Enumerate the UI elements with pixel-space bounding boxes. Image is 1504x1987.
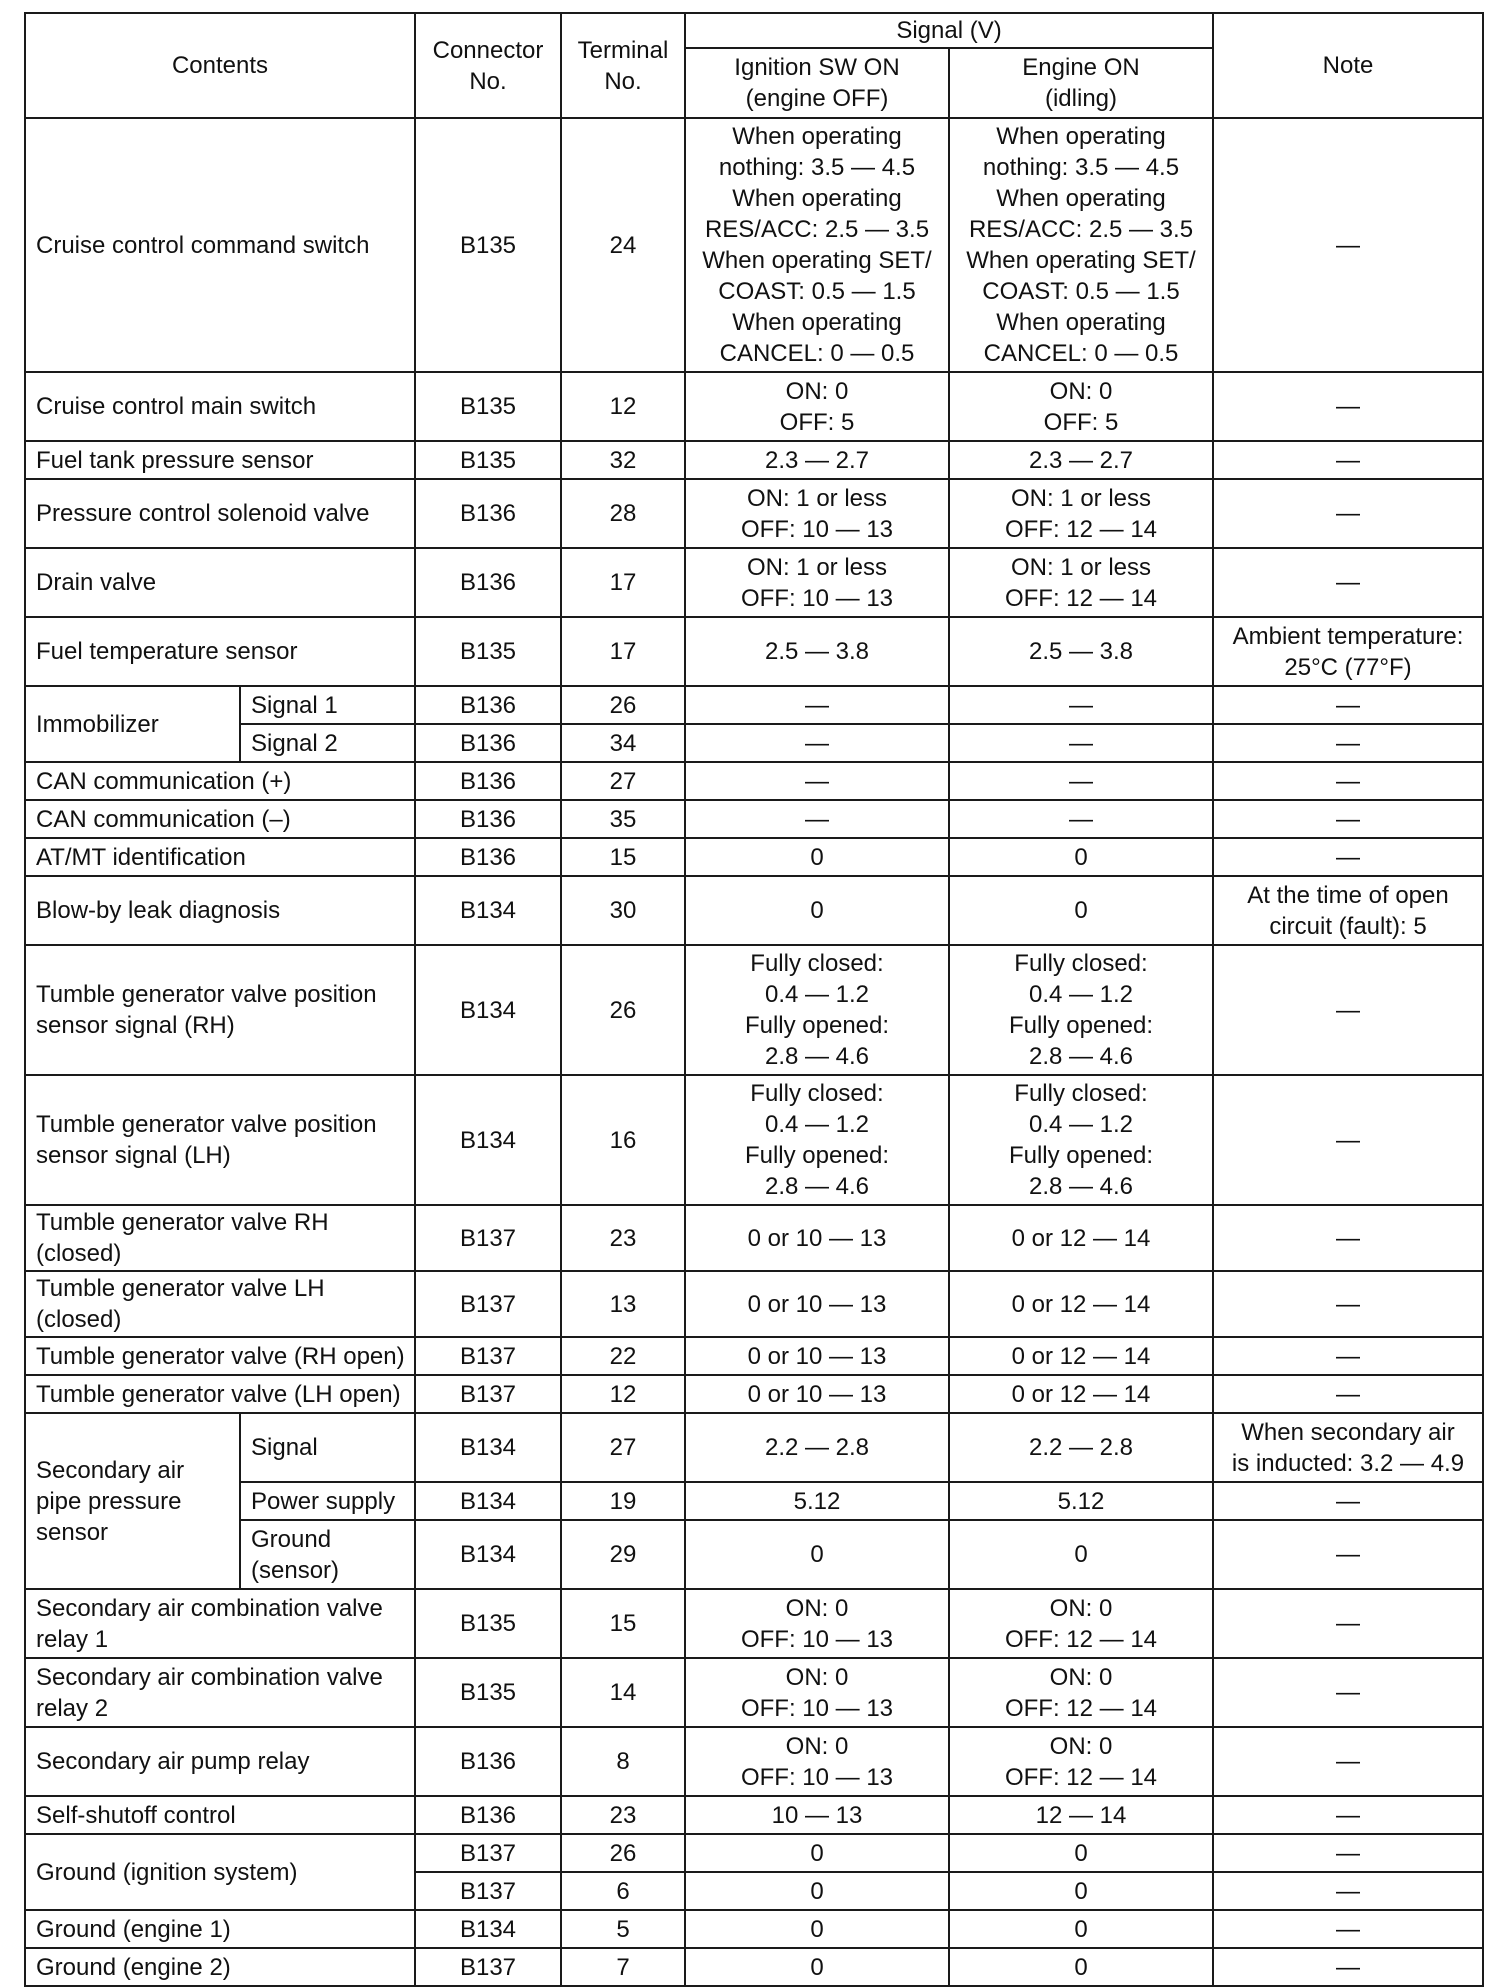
- cell-engine: 0: [949, 838, 1213, 876]
- cell-ignition: ON: 0 OFF: 5: [685, 372, 949, 441]
- table-row: [25, 800, 1483, 838]
- cell-note: —: [1213, 1271, 1483, 1337]
- cell-ignition: 0: [685, 1948, 949, 1986]
- cell-sub-contents: Power supply: [240, 1482, 415, 1520]
- cell-ignition: Fully closed: 0.4 — 1.2 Fully opened: 2.8 — 4.6: [685, 945, 949, 1075]
- table-row: [25, 479, 1483, 548]
- cell-ignition: 0: [685, 1872, 949, 1910]
- cell-terminal: 14: [561, 1658, 685, 1727]
- cell-note: —: [1213, 1075, 1483, 1205]
- cell-contents: Cruise control command switch: [25, 118, 415, 372]
- ecm-signal-table: [24, 12, 1484, 1987]
- cell-note: —: [1213, 838, 1483, 876]
- cell-engine: 12 — 14: [949, 1796, 1213, 1834]
- cell-ignition: —: [685, 762, 949, 800]
- cell-contents: Tumble generator valve position sensor signal (RH): [25, 945, 415, 1075]
- cell-ignition: ON: 1 or less OFF: 10 — 13: [685, 479, 949, 548]
- table-row: [25, 617, 1483, 686]
- cell-contents: Tumble generator valve position sensor signal (LH): [25, 1075, 415, 1205]
- cell-terminal: 28: [561, 479, 685, 548]
- cell-terminal: 30: [561, 876, 685, 945]
- cell-connector: B136: [415, 838, 561, 876]
- cell-engine: 0: [949, 1520, 1213, 1589]
- cell-terminal: 27: [561, 1413, 685, 1482]
- cell-connector: B136: [415, 762, 561, 800]
- cell-terminal: 32: [561, 441, 685, 479]
- cell-connector: B134: [415, 1075, 561, 1205]
- table-row: [25, 838, 1483, 876]
- cell-contents: Fuel temperature sensor: [25, 617, 415, 686]
- cell-ignition: 2.3 — 2.7: [685, 441, 949, 479]
- cell-connector: B134: [415, 1413, 561, 1482]
- cell-contents: Secondary air combination valve relay 1: [25, 1589, 415, 1658]
- cell-note: —: [1213, 1658, 1483, 1727]
- cell-engine: 0: [949, 1948, 1213, 1986]
- cell-terminal: 34: [561, 724, 685, 762]
- cell-terminal: 7: [561, 1948, 685, 1986]
- table-row: [25, 1375, 1483, 1413]
- cell-sub-contents: Signal: [240, 1413, 415, 1482]
- header-note: Note: [1213, 13, 1483, 118]
- cell-connector: B136: [415, 800, 561, 838]
- table-row: [25, 724, 1483, 762]
- cell-note: —: [1213, 1727, 1483, 1796]
- cell-terminal: 6: [561, 1872, 685, 1910]
- header-contents: Contents: [25, 13, 415, 118]
- cell-connector: B137: [415, 1271, 561, 1337]
- cell-note: —: [1213, 1834, 1483, 1872]
- table-row: [25, 1520, 1483, 1589]
- table-row: [25, 945, 1483, 1075]
- cell-connector: B134: [415, 945, 561, 1075]
- cell-note: Ambient temperature: 25°C (77°F): [1213, 617, 1483, 686]
- cell-ignition: 2.2 — 2.8: [685, 1413, 949, 1482]
- cell-note: —: [1213, 686, 1483, 724]
- cell-connector: B136: [415, 724, 561, 762]
- cell-connector: B135: [415, 1658, 561, 1727]
- cell-connector: B136: [415, 548, 561, 617]
- cell-engine: 0: [949, 1834, 1213, 1872]
- table-row: [25, 1910, 1483, 1948]
- cell-engine: Fully closed: 0.4 — 1.2 Fully opened: 2.8 — 4.6: [949, 1075, 1213, 1205]
- cell-note: At the time of open circuit (fault): 5: [1213, 876, 1483, 945]
- cell-engine: —: [949, 686, 1213, 724]
- cell-engine: 0: [949, 1872, 1213, 1910]
- header-signal: Signal (V): [685, 13, 1213, 48]
- cell-ignition: ON: 0 OFF: 10 — 13: [685, 1727, 949, 1796]
- cell-contents: Immobilizer: [25, 686, 240, 762]
- cell-terminal: 35: [561, 800, 685, 838]
- cell-engine: —: [949, 800, 1213, 838]
- cell-engine: ON: 0 OFF: 12 — 14: [949, 1727, 1213, 1796]
- cell-connector: B137: [415, 1375, 561, 1413]
- cell-terminal: 23: [561, 1205, 685, 1271]
- cell-terminal: 17: [561, 548, 685, 617]
- cell-ignition: 0: [685, 1834, 949, 1872]
- cell-terminal: 26: [561, 686, 685, 724]
- cell-connector: B136: [415, 1727, 561, 1796]
- cell-terminal: 5: [561, 1910, 685, 1948]
- cell-connector: B136: [415, 686, 561, 724]
- table-row: [25, 548, 1483, 617]
- cell-ignition: —: [685, 686, 949, 724]
- cell-ignition: 5.12: [685, 1482, 949, 1520]
- cell-engine: ON: 0 OFF: 12 — 14: [949, 1658, 1213, 1727]
- cell-terminal: 27: [561, 762, 685, 800]
- cell-sub-contents: Signal 1: [240, 686, 415, 724]
- cell-note: —: [1213, 762, 1483, 800]
- table-row: [25, 1658, 1483, 1727]
- cell-connector: B136: [415, 1796, 561, 1834]
- cell-note: —: [1213, 1910, 1483, 1948]
- cell-terminal: 12: [561, 372, 685, 441]
- cell-engine: ON: 1 or less OFF: 12 — 14: [949, 548, 1213, 617]
- table-row: [25, 1075, 1483, 1205]
- cell-contents: Secondary air combination valve relay 2: [25, 1658, 415, 1727]
- cell-engine: ON: 0 OFF: 12 — 14: [949, 1589, 1213, 1658]
- table-row: [25, 1271, 1483, 1337]
- cell-connector: B134: [415, 876, 561, 945]
- cell-note: —: [1213, 1375, 1483, 1413]
- cell-note: —: [1213, 118, 1483, 372]
- cell-contents: Secondary air pump relay: [25, 1727, 415, 1796]
- cell-contents: Blow-by leak diagnosis: [25, 876, 415, 945]
- cell-note: —: [1213, 1872, 1483, 1910]
- table-row: [25, 118, 1483, 372]
- table-row: [25, 1948, 1483, 1986]
- cell-ignition: Fully closed: 0.4 — 1.2 Fully opened: 2.8 — 4.6: [685, 1075, 949, 1205]
- cell-connector: B134: [415, 1910, 561, 1948]
- cell-note: When secondary air is inducted: 3.2 — 4.9: [1213, 1413, 1483, 1482]
- cell-contents: Ground (engine 1): [25, 1910, 415, 1948]
- cell-engine: 5.12: [949, 1482, 1213, 1520]
- cell-terminal: 26: [561, 945, 685, 1075]
- cell-contents: CAN communication (+): [25, 762, 415, 800]
- cell-terminal: 8: [561, 1727, 685, 1796]
- cell-ignition: —: [685, 724, 949, 762]
- cell-connector: B137: [415, 1205, 561, 1271]
- cell-connector: B135: [415, 1589, 561, 1658]
- cell-terminal: 29: [561, 1520, 685, 1589]
- table-row: [25, 876, 1483, 945]
- cell-engine: ON: 0 OFF: 5: [949, 372, 1213, 441]
- cell-terminal: 15: [561, 1589, 685, 1658]
- cell-note: —: [1213, 1337, 1483, 1375]
- table-row: [25, 762, 1483, 800]
- cell-engine: 2.3 — 2.7: [949, 441, 1213, 479]
- cell-engine: 0 or 12 — 14: [949, 1205, 1213, 1271]
- cell-note: —: [1213, 1796, 1483, 1834]
- cell-engine: 2.2 — 2.8: [949, 1413, 1213, 1482]
- table-row: [25, 1834, 1483, 1872]
- table-row: [25, 1727, 1483, 1796]
- cell-engine: —: [949, 762, 1213, 800]
- table-row: [25, 372, 1483, 441]
- cell-contents: Fuel tank pressure sensor: [25, 441, 415, 479]
- cell-ignition: 0 or 10 — 13: [685, 1337, 949, 1375]
- cell-connector: B134: [415, 1482, 561, 1520]
- cell-note: —: [1213, 441, 1483, 479]
- cell-terminal: 22: [561, 1337, 685, 1375]
- cell-contents: Drain valve: [25, 548, 415, 617]
- table-row: [25, 1796, 1483, 1834]
- cell-connector: B135: [415, 617, 561, 686]
- cell-ignition: 0 or 10 — 13: [685, 1375, 949, 1413]
- header-terminal: Terminal No.: [561, 13, 685, 118]
- cell-engine: ON: 1 or less OFF: 12 — 14: [949, 479, 1213, 548]
- cell-ignition: 0 or 10 — 13: [685, 1205, 949, 1271]
- cell-ignition: ON: 0 OFF: 10 — 13: [685, 1589, 949, 1658]
- cell-connector: B135: [415, 372, 561, 441]
- cell-note: —: [1213, 1205, 1483, 1271]
- cell-terminal: 16: [561, 1075, 685, 1205]
- cell-ignition: 2.5 — 3.8: [685, 617, 949, 686]
- cell-ignition: When operating nothing: 3.5 — 4.5 When operating RES/ACC: 2.5 — 3.5 When operating SET/ COAST: 0.5 — 1.5 When operating CANCEL: 0 — 0.5: [685, 118, 949, 372]
- cell-engine: 0: [949, 1910, 1213, 1948]
- cell-contents: Self-shutoff control: [25, 1796, 415, 1834]
- cell-contents: Pressure control solenoid valve: [25, 479, 415, 548]
- cell-ignition: 10 — 13: [685, 1796, 949, 1834]
- signal-table-container: [24, 12, 1482, 1987]
- cell-connector: B135: [415, 118, 561, 372]
- cell-ignition: 0 or 10 — 13: [685, 1271, 949, 1337]
- cell-note: —: [1213, 724, 1483, 762]
- cell-contents: Tumble generator valve (LH open): [25, 1375, 415, 1413]
- table-row: [25, 1413, 1483, 1482]
- cell-note: —: [1213, 1482, 1483, 1520]
- table-row: [25, 1482, 1483, 1520]
- cell-contents: Cruise control main switch: [25, 372, 415, 441]
- cell-contents: AT/MT identification: [25, 838, 415, 876]
- cell-connector: B137: [415, 1834, 561, 1872]
- cell-note: —: [1213, 945, 1483, 1075]
- cell-ignition: ON: 1 or less OFF: 10 — 13: [685, 548, 949, 617]
- cell-note: —: [1213, 372, 1483, 441]
- cell-contents: CAN communication (–): [25, 800, 415, 838]
- cell-connector: B137: [415, 1337, 561, 1375]
- cell-sub-contents: Signal 2: [240, 724, 415, 762]
- header-ignition-sw-on: Ignition SW ON (engine OFF): [685, 48, 949, 118]
- cell-connector: B136: [415, 479, 561, 548]
- cell-ignition: 0: [685, 1910, 949, 1948]
- cell-ignition: 0: [685, 1520, 949, 1589]
- cell-engine: 2.5 — 3.8: [949, 617, 1213, 686]
- cell-contents: Tumble generator valve (RH open): [25, 1337, 415, 1375]
- cell-ignition: —: [685, 800, 949, 838]
- cell-engine: —: [949, 724, 1213, 762]
- cell-engine: When operating nothing: 3.5 — 4.5 When operating RES/ACC: 2.5 — 3.5 When operating SET/ COAST: 0.5 — 1.5 When operating CANCEL: 0 — 0.5: [949, 118, 1213, 372]
- cell-contents: Ground (ignition system): [25, 1834, 415, 1910]
- table-row: [25, 441, 1483, 479]
- cell-ignition: 0: [685, 876, 949, 945]
- cell-note: —: [1213, 800, 1483, 838]
- cell-terminal: 26: [561, 1834, 685, 1872]
- cell-ignition: ON: 0 OFF: 10 — 13: [685, 1658, 949, 1727]
- cell-engine: 0 or 12 — 14: [949, 1375, 1213, 1413]
- cell-terminal: 13: [561, 1271, 685, 1337]
- cell-note: —: [1213, 1589, 1483, 1658]
- table-row: [25, 1205, 1483, 1271]
- cell-engine: 0 or 12 — 14: [949, 1337, 1213, 1375]
- cell-terminal: 15: [561, 838, 685, 876]
- cell-engine: 0 or 12 — 14: [949, 1271, 1213, 1337]
- cell-connector: B135: [415, 441, 561, 479]
- cell-sub-contents: Ground (sensor): [240, 1520, 415, 1589]
- cell-terminal: 24: [561, 118, 685, 372]
- cell-terminal: 19: [561, 1482, 685, 1520]
- cell-terminal: 12: [561, 1375, 685, 1413]
- cell-engine: 0: [949, 876, 1213, 945]
- cell-contents: Secondary air pipe pressure sensor: [25, 1413, 240, 1589]
- table-row: [25, 1589, 1483, 1658]
- header-engine-on: Engine ON (idling): [949, 48, 1213, 118]
- cell-note: —: [1213, 479, 1483, 548]
- cell-terminal: 23: [561, 1796, 685, 1834]
- cell-contents: Tumble generator valve RH (closed): [25, 1205, 415, 1271]
- table-row: [25, 1337, 1483, 1375]
- cell-connector: B137: [415, 1948, 561, 1986]
- cell-contents: Ground (engine 2): [25, 1948, 415, 1986]
- cell-contents: Tumble generator valve LH (closed): [25, 1271, 415, 1337]
- cell-ignition: 0: [685, 838, 949, 876]
- cell-note: —: [1213, 1948, 1483, 1986]
- cell-engine: Fully closed: 0.4 — 1.2 Fully opened: 2.8 — 4.6: [949, 945, 1213, 1075]
- cell-terminal: 17: [561, 617, 685, 686]
- cell-connector: B137: [415, 1872, 561, 1910]
- cell-connector: B134: [415, 1520, 561, 1589]
- header-connector: Connector No.: [415, 13, 561, 118]
- table-row: [25, 686, 1483, 724]
- cell-note: —: [1213, 1520, 1483, 1589]
- cell-note: —: [1213, 548, 1483, 617]
